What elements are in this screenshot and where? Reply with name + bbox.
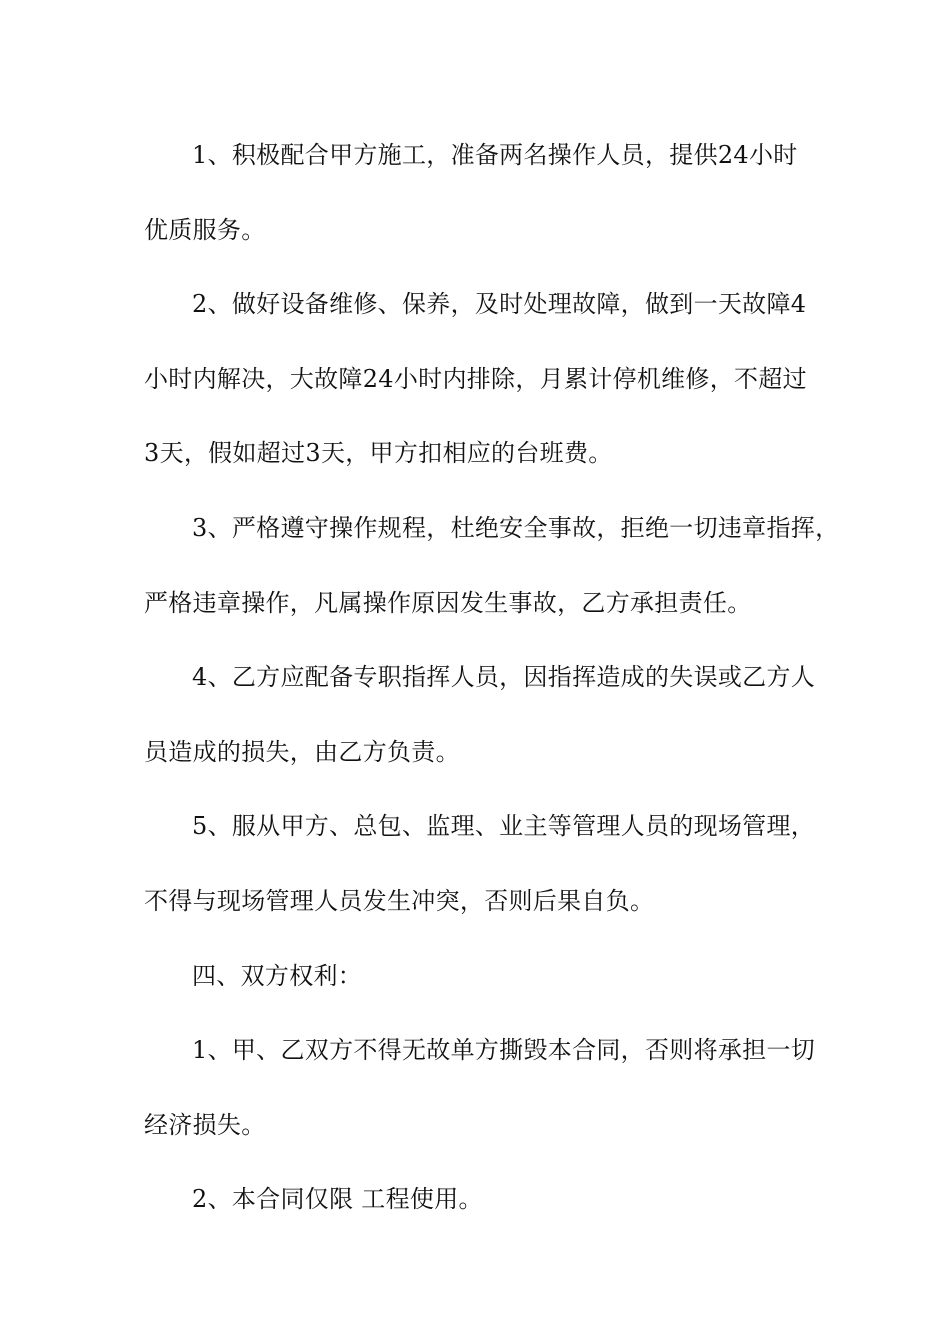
paragraph-line: 严格违章操作，凡属操作原因发生事故，乙方承担责任。 bbox=[144, 588, 752, 617]
paragraph-line: 4、乙方应配备专职指挥人员，因指挥造成的失误或乙方人 bbox=[192, 663, 816, 692]
paragraph-line: 3、严格遵守操作规程，杜绝安全事故，拒绝一切违章指挥， bbox=[192, 513, 840, 542]
paragraph-line: 经济损失。 bbox=[144, 1110, 266, 1139]
paragraph-line: 1、甲、乙双方不得无故单方撕毁本合同，否则将承担一切 bbox=[192, 1036, 816, 1065]
paragraph-line: 5、服从甲方、总包、监理、业主等管理人员的现场管理， bbox=[192, 812, 816, 841]
paragraph-line: 1、积极配合甲方施工，准备两名操作人员，提供24小时 bbox=[192, 141, 798, 169]
paragraph-line: 不得与现场管理人员发生冲突，否则后果自负。 bbox=[144, 886, 655, 915]
paragraph-line: 小时内解决，大故障24小时内排除，月累计停机维修，不超过 bbox=[144, 364, 807, 393]
document-body bbox=[144, 131, 840, 1250]
paragraph-line: 2、本合同仅限 工程使用。 bbox=[192, 1185, 483, 1214]
paragraph-line: 3天，假如超过3天，甲方扣相应的台班费。 bbox=[144, 439, 613, 468]
paragraph-line: 优质服务。 bbox=[144, 215, 266, 244]
section-heading: 四、双方权利： bbox=[192, 961, 363, 990]
paragraph-line: 2、做好设备维修、保养，及时处理故障，做到一天故障4 bbox=[192, 290, 807, 319]
paragraph-line: 员造成的损失，由乙方负责。 bbox=[144, 737, 460, 766]
